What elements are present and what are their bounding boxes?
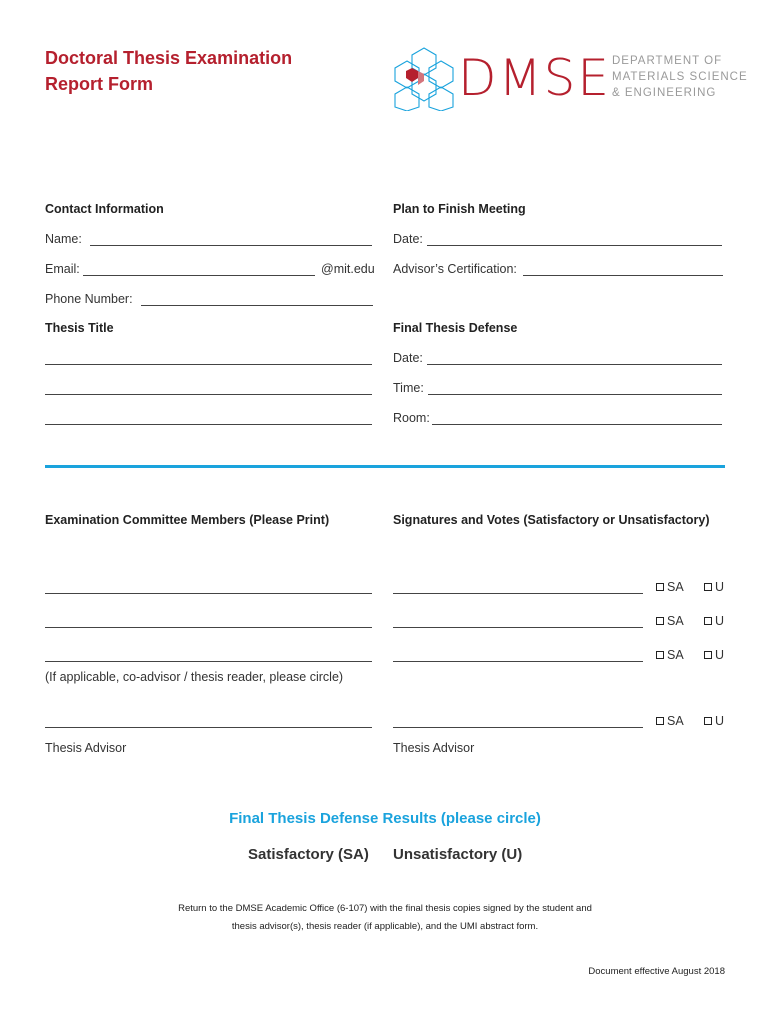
document-effective-date: Document effective August 2018 [588, 966, 725, 977]
thesis-advisor-label-right: Thesis Advisor [393, 741, 475, 755]
defense-date-field[interactable] [427, 364, 722, 365]
phone-field[interactable] [141, 305, 373, 306]
email-suffix: @mit.edu [321, 262, 375, 276]
thesis-title-line-3[interactable] [45, 424, 372, 425]
signatures-heading: Signatures and Votes (Satisfactory or Unsatisfactory) [393, 513, 710, 527]
name-field[interactable] [90, 245, 372, 246]
email-field[interactable] [83, 275, 315, 276]
checkbox-icon[interactable] [704, 717, 712, 725]
form-title-line2: Report Form [45, 74, 153, 94]
defense-heading: Final Thesis Defense [393, 321, 518, 335]
result-satisfactory[interactable]: Satisfactory (SA) [248, 846, 369, 863]
contact-heading: Contact Information [45, 202, 164, 216]
checkbox-icon[interactable] [656, 651, 664, 659]
vote-u-2[interactable] [704, 614, 724, 628]
defense-room-label: Room: [393, 411, 430, 425]
committee-member-2-field[interactable] [45, 627, 372, 628]
vote-u-label: U [715, 614, 725, 628]
defense-room-field[interactable] [432, 424, 722, 425]
vote-u-label: U [715, 714, 725, 728]
vote-sa-label: SA [667, 614, 684, 628]
advisor-cert-field[interactable] [523, 275, 723, 276]
defense-time-label: Time: [393, 381, 424, 395]
thesis-advisor-name-field[interactable] [45, 727, 372, 728]
plan-heading: Plan to Finish Meeting [393, 202, 526, 216]
dmse-logo-mark-icon [390, 45, 460, 111]
committee-heading: Examination Committee Members (Please Print) [45, 513, 330, 527]
vote-sa-label: SA [667, 714, 684, 728]
vote-sa-label: SA [667, 648, 684, 662]
logo-text: DMSE [458, 49, 611, 107]
department-line1: DEPARTMENT OF [612, 55, 723, 67]
phone-label: Phone Number: [45, 292, 133, 306]
signature-1-field[interactable] [393, 593, 643, 594]
thesis-advisor-label-left: Thesis Advisor [45, 741, 127, 755]
department-line2: MATERIALS SCIENCE [612, 71, 748, 83]
checkbox-icon[interactable] [656, 717, 664, 725]
vote-sa-advisor[interactable] [656, 714, 684, 728]
vote-u-advisor[interactable] [704, 714, 724, 728]
committee-member-3-field[interactable] [45, 661, 372, 662]
thesis-title-heading: Thesis Title [45, 321, 114, 335]
checkbox-icon[interactable] [656, 617, 664, 625]
signature-3-field[interactable] [393, 661, 643, 662]
return-instructions-line1: Return to the DMSE Academic Office (6-107) with the final thesis copies signed by the student and [178, 903, 592, 914]
checkbox-icon[interactable] [704, 583, 712, 591]
vote-u-label: U [715, 580, 725, 594]
vote-sa-2[interactable] [656, 614, 684, 628]
vote-sa-1[interactable] [656, 580, 684, 594]
vote-u-1[interactable] [704, 580, 724, 594]
email-label: Email: [45, 262, 80, 276]
vote-u-label: U [715, 648, 725, 662]
plan-date-field[interactable] [427, 245, 722, 246]
signature-2-field[interactable] [393, 627, 643, 628]
name-label: Name: [45, 232, 82, 246]
coadvisor-note: (If applicable, co-advisor / thesis reader, please circle) [45, 670, 344, 684]
vote-u-3[interactable] [704, 648, 724, 662]
return-instructions-line2: thesis advisor(s), thesis reader (if applicable), and the UMI abstract form. [231, 921, 539, 932]
thesis-advisor-signature-field[interactable] [393, 727, 643, 728]
advisor-cert-label: Advisor’s Certification: [393, 262, 517, 276]
plan-date-label: Date: [393, 232, 423, 246]
defense-date-label: Date: [393, 351, 423, 365]
result-unsatisfactory[interactable]: Unsatisfactory (U) [393, 846, 523, 863]
form-title [45, 45, 292, 97]
section-divider [45, 465, 725, 468]
checkbox-icon[interactable] [704, 617, 712, 625]
vote-sa-label: SA [667, 580, 684, 594]
thesis-title-line-2[interactable] [45, 394, 372, 395]
checkbox-icon[interactable] [656, 583, 664, 591]
results-heading: Final Thesis Defense Results (please circle) [229, 810, 541, 827]
checkbox-icon[interactable] [704, 651, 712, 659]
department-line3: & ENGINEERING [612, 87, 717, 99]
department-name [612, 53, 748, 101]
form-title-line1: Doctoral Thesis Examination [45, 48, 293, 68]
defense-time-field[interactable] [428, 394, 722, 395]
thesis-title-line-1[interactable] [45, 364, 372, 365]
committee-member-1-field[interactable] [45, 593, 372, 594]
vote-sa-3[interactable] [656, 648, 684, 662]
